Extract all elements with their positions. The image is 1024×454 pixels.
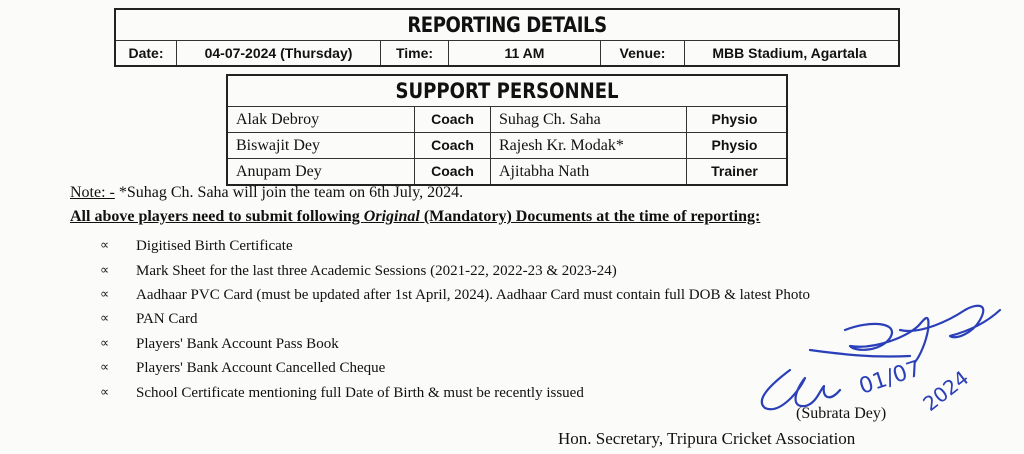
- list-item: [100, 283, 810, 307]
- personnel-role: Physio: [686, 107, 782, 132]
- bullet-icon: ∝: [100, 286, 110, 302]
- bullet-icon: ∝: [100, 238, 110, 254]
- list-item: [100, 234, 810, 258]
- note: [70, 184, 463, 202]
- document-text: Mark Sheet for the last three Academic Sessions (2021-22, 2022-23 & 2023-24): [136, 262, 617, 279]
- list-item: [100, 332, 810, 356]
- note-text: *Suhag Ch. Saha will join the team on 6th July, 2024.: [114, 184, 464, 201]
- list-item: [100, 356, 810, 380]
- time-value: 11 AM: [448, 41, 600, 65]
- personnel-role: Physio: [686, 133, 782, 158]
- personnel-role: Coach: [414, 133, 490, 158]
- venue-value: MBB Stadium, Agartala: [684, 41, 894, 65]
- time-label: Time:: [380, 41, 448, 65]
- bullet-icon: ∝: [100, 262, 110, 278]
- support-title: SUPPORT PERSONNEL: [395, 79, 619, 103]
- heading-italic: Original: [363, 208, 420, 225]
- date-label: Date:: [128, 45, 164, 61]
- bullet-icon: ∝: [100, 311, 110, 327]
- personnel-name: Alak Debroy: [236, 111, 320, 128]
- support-row: [228, 132, 786, 158]
- heading-text: (Mandatory) Documents at the time of reporting:: [419, 208, 761, 225]
- bullet-icon: ∝: [100, 335, 110, 351]
- note-label: Note: -: [70, 184, 115, 201]
- date-value: 04-07-2024 (Thursday): [176, 41, 380, 65]
- personnel-name: Rajesh Kr. Modak*: [490, 133, 686, 158]
- heading-text: All above players need to submit following: [70, 208, 364, 225]
- document-text: Aadhaar PVC Card (must be updated after 1st April, 2024). Aadhaar Card must contain full DOB & latest Photo: [136, 286, 811, 303]
- list-item: [100, 380, 810, 404]
- document-text: Players' Bank Account Cancelled Cheque: [136, 360, 386, 377]
- document-text: School Certificate mentioning full Date of Birth & must be recently issued: [136, 384, 584, 401]
- list-item: [100, 307, 810, 331]
- support-row: [228, 106, 786, 132]
- document-text: PAN Card: [136, 311, 198, 328]
- svg-text:2024: 2024: [918, 365, 974, 416]
- svg-text:01/07: 01/07: [856, 356, 925, 400]
- support-personnel-table: [226, 74, 788, 186]
- reporting-row: [116, 40, 898, 65]
- signatory-title: Hon. Secretary, Tripura Cricket Association: [558, 429, 856, 448]
- list-item: [100, 258, 810, 282]
- document-text: Players' Bank Account Pass Book: [136, 335, 339, 352]
- support-row: [228, 158, 786, 184]
- personnel-role: Trainer: [686, 159, 782, 184]
- personnel-name: Biswajit Dey: [236, 137, 320, 154]
- bullet-icon: ∝: [100, 384, 110, 400]
- signatory-name: (Subrata Dey): [796, 405, 887, 422]
- reporting-title: REPORTING DETAILS: [407, 13, 607, 37]
- documents-heading: [70, 208, 760, 226]
- personnel-name: Suhag Ch. Saha: [490, 107, 686, 132]
- bullet-icon: ∝: [100, 360, 110, 376]
- personnel-name: Anupam Dey: [236, 163, 322, 180]
- document-text: Digitised Birth Certificate: [136, 238, 293, 255]
- personnel-name: Ajitabha Nath: [490, 159, 686, 184]
- venue-label: Venue:: [600, 41, 684, 65]
- reporting-details-table: [114, 8, 900, 67]
- documents-list: [100, 234, 810, 405]
- personnel-role: Coach: [414, 107, 490, 132]
- personnel-role: Coach: [414, 159, 490, 184]
